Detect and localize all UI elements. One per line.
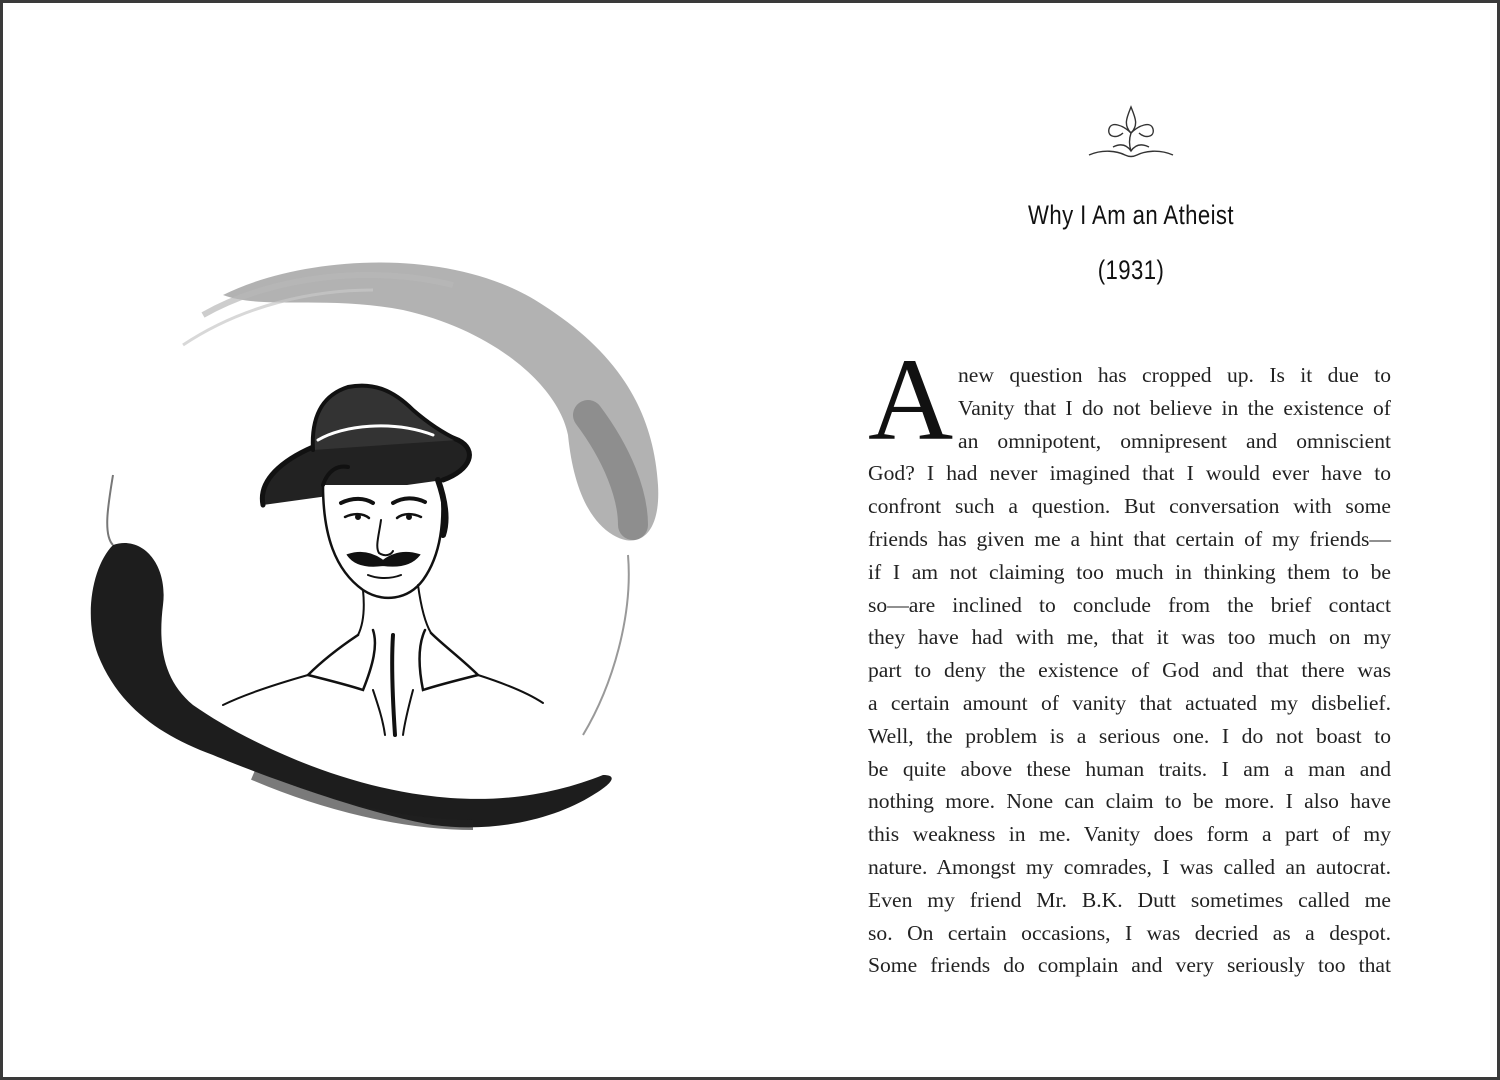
- text-line: so. On certain occasions, I was decried as a despot.: [868, 920, 1391, 945]
- right-page: [753, 3, 1497, 1077]
- text-line: this weakness in me. Vanity does form a part of my: [868, 822, 1391, 847]
- text-line: Even my friend Mr. B.K. Dutt sometimes called me: [868, 887, 1391, 912]
- text-line: a certain amount of vanity that actuated my disbelief.: [868, 690, 1391, 715]
- text-line: part to deny the existence of God and that there was: [868, 658, 1391, 683]
- book-spread: [3, 3, 1497, 1077]
- text-line: nature. Amongst my comrades, I was called an autocrat.: [868, 854, 1391, 879]
- text-line: be quite above these human traits. I am a man and: [868, 756, 1391, 781]
- text-line: they have had with me, that it was too much on my: [868, 625, 1391, 650]
- text-line: an omnipotent, omnipresent and omniscient: [958, 428, 1391, 453]
- text-line: Well, the problem is a serious one. I do not boast to: [868, 723, 1391, 748]
- portrait-figure: [223, 386, 543, 735]
- text-line: friends has given me a hint that certain of my friends—: [868, 526, 1391, 551]
- text-line: if I am not claiming too much in thinking them to be: [868, 559, 1391, 584]
- text-line: new question has cropped up. Is it due to: [958, 363, 1391, 387]
- chapter-title: Why I Am an Atheist: [1028, 200, 1234, 230]
- body-paragraph: [868, 359, 1391, 982]
- text-line: confront such a question. But conversation with some: [868, 494, 1391, 519]
- text-line: God? I had never imagined that I would ever have to: [868, 461, 1391, 486]
- drop-cap: A: [868, 334, 954, 465]
- text-line: nothing more. None can claim to be more. I also have: [868, 789, 1391, 814]
- text-line: so—are inclined to conclude from the brief contact: [868, 592, 1391, 617]
- left-page: [3, 3, 753, 1077]
- portrait-illustration: [73, 235, 673, 845]
- chapter-year: (1931): [1097, 255, 1165, 285]
- text-line: Vanity that I do not believe in the existence of: [958, 395, 1391, 420]
- fleuron-ornament-icon: [1083, 103, 1179, 165]
- text-line: Some friends do complain and very seriously too that: [868, 953, 1391, 978]
- portrait-ink-drawing: [73, 235, 673, 845]
